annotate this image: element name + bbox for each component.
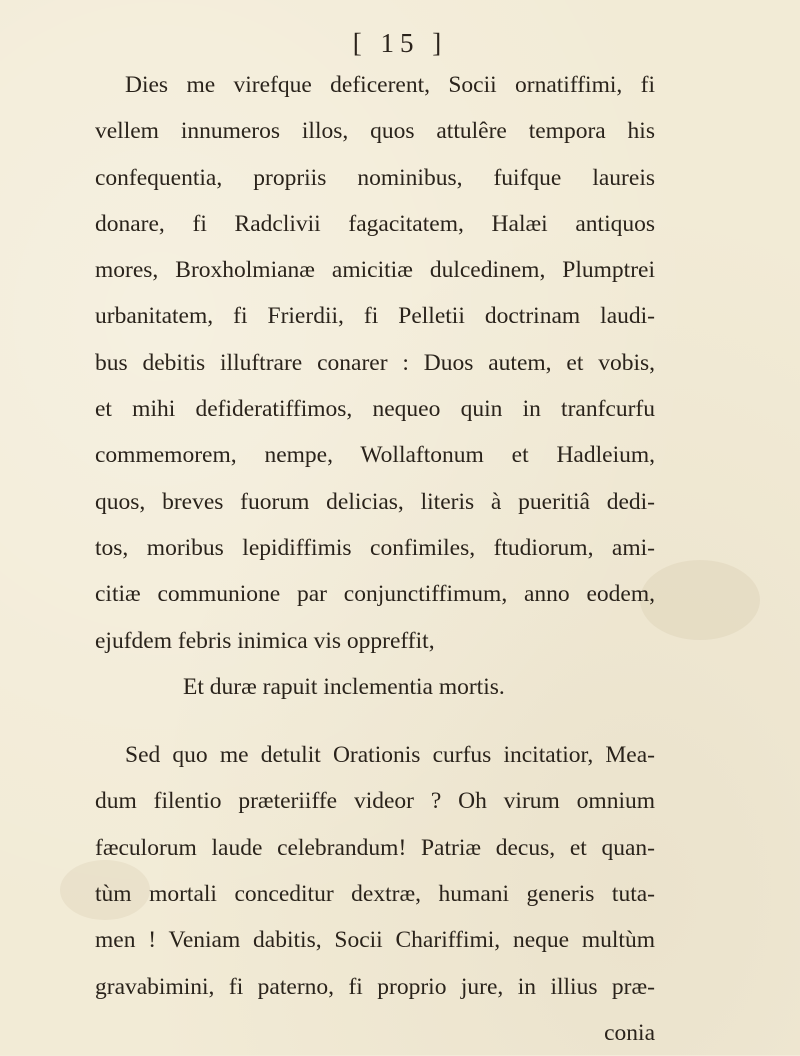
paragraph-1 [95, 62, 655, 664]
verse-line: Et duræ rapuit inclementia mortis. [183, 673, 505, 700]
paragraph-gap [95, 710, 655, 732]
text-line: tùm mortali conceditur dextræ, humani generis tuta- [95, 881, 655, 908]
text-line: bus debitis illuftrare conarer : Duos autem, et vobis, [95, 349, 655, 376]
body-text [95, 62, 655, 1056]
page-number: [ 15 ] [352, 28, 448, 58]
text-line: men ! Veniam dabitis, Socii Chariffimi, neque multùm [95, 927, 655, 954]
text-line: et mihi defideratiffimos, nequeo quin in tranfcurfu [95, 396, 655, 423]
text-line: donare, fi Radclivii fagacitatem, Halæi antiquos [95, 210, 655, 237]
text-line: confequentia, propriis nominibus, fuifque laureis [95, 164, 655, 191]
text-line: dum filentio præteriiffe videor ? Oh virum omnium [95, 788, 655, 815]
paper-stain [640, 560, 760, 640]
paragraph-2 [95, 732, 655, 1010]
text-line: Dies me virefque deficerent, Socii ornatiffimi, fi [125, 72, 655, 98]
text-line: tos, moribus lepidiffimis confimiles, ftudiorum, ami- [95, 534, 655, 561]
text-line: vellem innumeros illos, quos attulêre tempora his [95, 118, 655, 145]
text-line: fæculorum laude celebrandum! Patriæ decus, et quan- [95, 834, 655, 861]
catchword: conia [604, 1019, 655, 1046]
text-line: ejufdem febris inimica vis oppreffit, [95, 627, 435, 654]
text-line: gravabimini, fi paterno, fi proprio jure, in illius præ- [95, 973, 655, 1000]
text-line: commemorem, nempe, Wollaftonum et Hadleium, [95, 442, 655, 469]
text-line: mores, Broxholmianæ amicitiæ dulcedinem, Plumptrei [95, 257, 655, 284]
text-line: citiæ communione par conjunctiffimum, anno eodem, [95, 581, 655, 608]
text-line: Sed quo me detulit Orationis curfus incitatior, Mea- [125, 742, 655, 769]
text-line: quos, breves fuorum delicias, literis à pueritiâ dedi- [95, 488, 655, 515]
text-line: urbanitatem, fi Frierdii, fi Pelletii doctrinam laudi- [95, 303, 655, 330]
